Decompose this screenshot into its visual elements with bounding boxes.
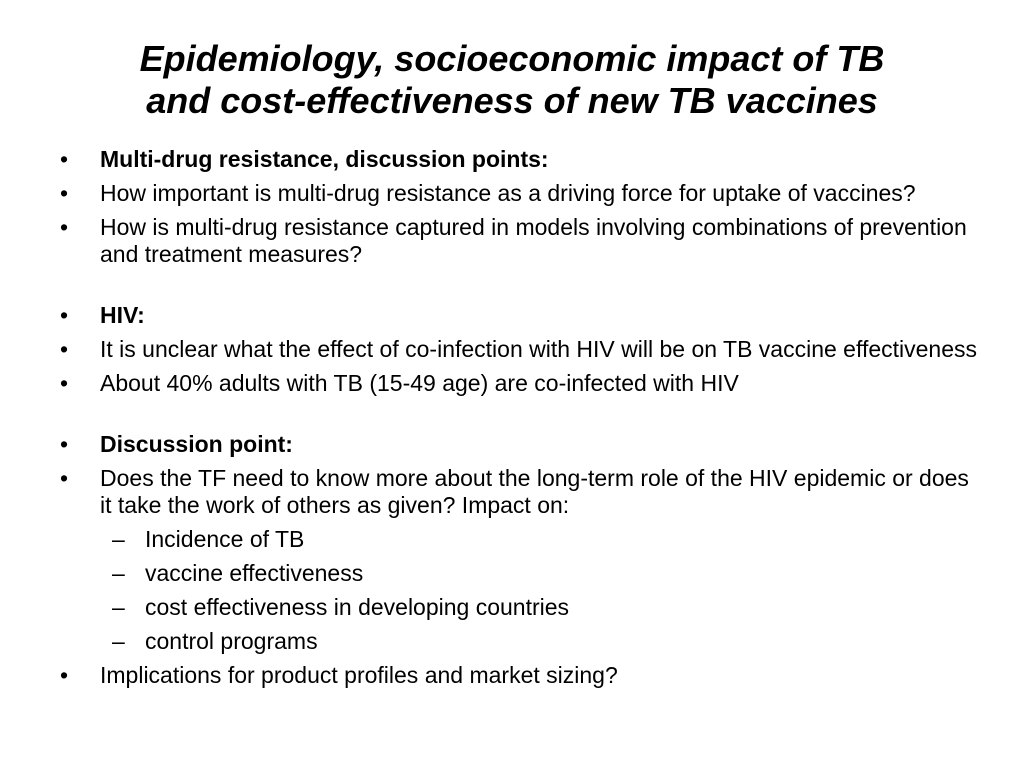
bullet-text: About 40% adults with TB (15-49 age) are co-infected with HIV xyxy=(100,370,739,396)
sub-bullet-item xyxy=(60,560,980,587)
bullet-icon: • xyxy=(60,465,69,491)
bullet-heading-hiv xyxy=(60,302,980,329)
bullet-item xyxy=(60,662,980,689)
sub-bullet-text: control programs xyxy=(145,628,318,654)
sub-bullet-item xyxy=(60,526,980,553)
bullet-icon: • xyxy=(60,214,69,240)
bullet-text: HIV: xyxy=(100,302,145,328)
sub-bullet-item xyxy=(60,628,980,655)
bullet-text: Multi-drug resistance, discussion points: xyxy=(100,146,549,172)
bullet-text: How important is multi-drug resistance as a driving force for uptake of vaccines? xyxy=(100,180,916,206)
bullet-item xyxy=(60,180,980,207)
sub-bullet-item xyxy=(60,594,980,621)
sub-bullet-text: vaccine effectiveness xyxy=(145,560,364,586)
bullet-list xyxy=(60,146,980,696)
bullet-item xyxy=(60,465,980,519)
bullet-icon: • xyxy=(60,431,69,457)
spacer xyxy=(60,404,980,431)
dash-icon: – xyxy=(112,594,125,620)
dash-icon: – xyxy=(112,560,125,586)
bullet-item xyxy=(60,370,980,397)
bullet-icon: • xyxy=(60,302,69,328)
bullet-icon: • xyxy=(60,662,69,688)
bullet-icon: • xyxy=(60,146,69,172)
bullet-item xyxy=(60,336,980,363)
bullet-heading-mdr xyxy=(60,146,980,173)
bullet-heading-discussion xyxy=(60,431,980,458)
bullet-item xyxy=(60,214,980,268)
bullet-icon: • xyxy=(60,180,69,206)
sub-bullet-text: cost effectiveness in developing countries xyxy=(145,594,570,620)
dash-icon: – xyxy=(112,628,125,654)
dash-icon: – xyxy=(112,526,125,552)
bullet-text: Implications for product profiles and market sizing? xyxy=(100,662,618,688)
slide-title-line-1: Epidemiology, socioeconomic impact of TB xyxy=(139,38,885,79)
bullet-text: How is multi-drug resistance captured in models involving combinations of prevention and treatment measures? xyxy=(100,214,967,267)
bullet-icon: • xyxy=(60,370,69,396)
sub-bullet-text: Incidence of TB xyxy=(145,526,305,552)
bullet-icon: • xyxy=(60,336,69,362)
bullet-text: It is unclear what the effect of co-infection with HIV will be on TB vaccine effectiveness xyxy=(100,336,977,362)
spacer xyxy=(60,275,980,302)
slide-title xyxy=(0,38,1024,122)
slide-title-line-2: and cost-effectiveness of new TB vaccines xyxy=(146,80,878,121)
bullet-text: Discussion point: xyxy=(100,431,293,457)
bullet-text: Does the TF need to know more about the long-term role of the HIV epidemic or does it take the work of others as given? Impact on: xyxy=(100,465,969,518)
